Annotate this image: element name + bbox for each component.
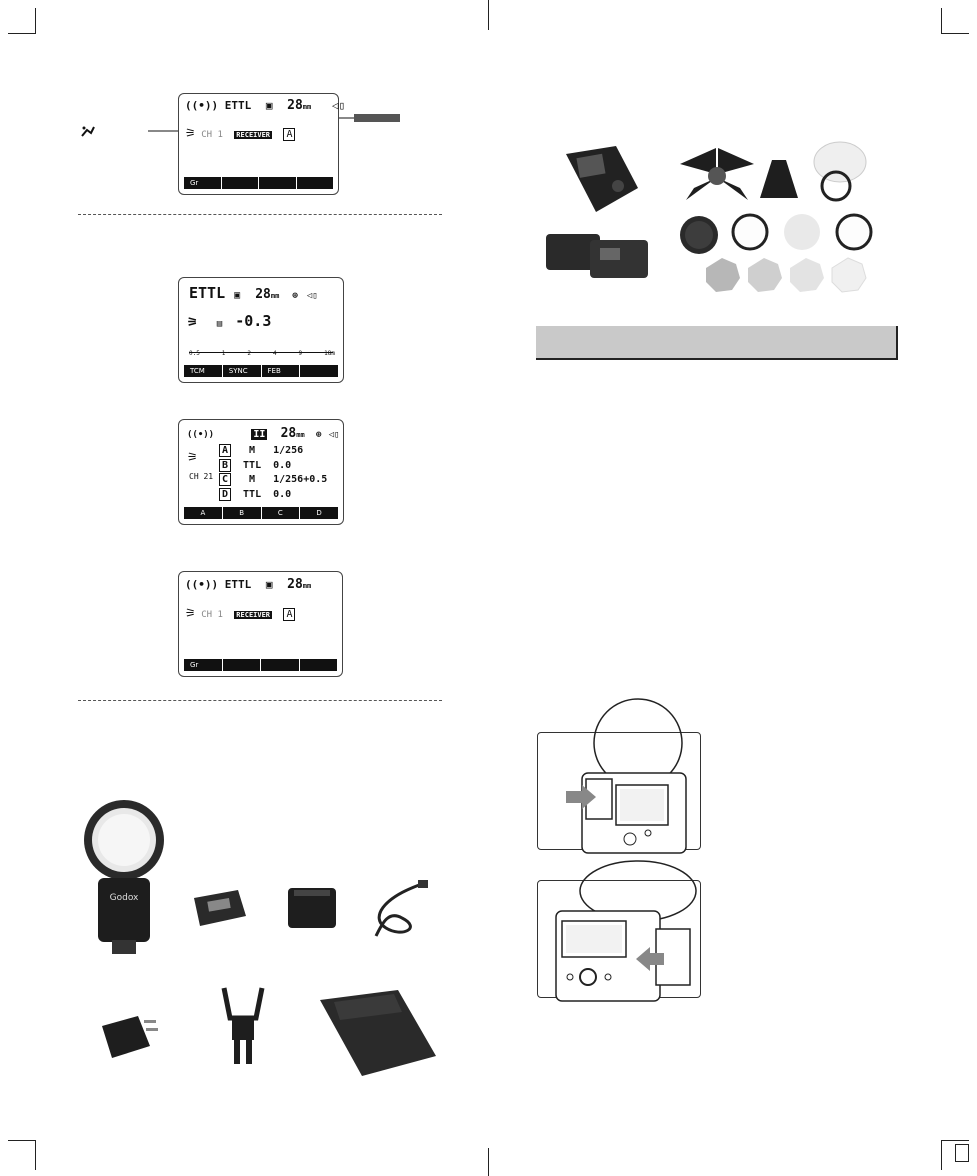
m-icon: ▣ — [265, 99, 273, 112]
group-mode: M — [249, 445, 256, 456]
receiver-units-image — [544, 226, 656, 288]
scale-tick: 9 — [298, 350, 303, 357]
section-divider — [78, 700, 442, 701]
color-gel-image — [702, 256, 742, 294]
crop-mark — [941, 1140, 969, 1141]
group-row — [219, 473, 327, 488]
lcd-tab: Gr — [184, 177, 222, 189]
charger-image — [284, 882, 340, 932]
crop-mark — [941, 8, 942, 34]
slave-icon: ⚞ — [187, 315, 198, 329]
m-icon: ▣ — [234, 290, 241, 301]
lcd-tab — [261, 659, 300, 671]
wireless-icon: ((•)) — [185, 99, 219, 112]
lcd-screen-receiver-1 — [178, 93, 346, 195]
flash-mode: II — [253, 429, 266, 440]
crop-mark — [35, 1140, 36, 1170]
group-row — [219, 488, 327, 503]
lcd-tab: Gr — [184, 659, 223, 671]
zoom-unit: mm — [270, 292, 280, 300]
flash-mode: ETTL — [224, 578, 252, 591]
crop-mark — [8, 1140, 36, 1141]
scale-tick: 1 — [221, 350, 226, 357]
lcd-screen-receiver-2 — [178, 571, 343, 677]
zoom-unit: mm — [302, 582, 312, 590]
group-value: 1/256 — [273, 445, 304, 456]
crop-mark — [941, 33, 969, 34]
group-id: D — [219, 488, 231, 501]
receiver-badge: RECEIVER — [236, 131, 271, 139]
color-gel-image — [828, 256, 868, 294]
power-adapter-image — [94, 1002, 164, 1066]
honeycomb-grid-image — [678, 214, 720, 256]
snoot-image — [758, 156, 800, 202]
lcd-screen-ettl — [178, 277, 344, 383]
crop-mark — [35, 8, 36, 34]
sound-icon: ◁▯ — [331, 99, 346, 112]
channel-label: CH 21 — [189, 472, 214, 481]
zoom-value: 28 — [280, 426, 297, 441]
channel-label: CH 1 — [201, 610, 223, 620]
crop-mark — [8, 33, 36, 34]
wireless-icon: ((•)) — [185, 578, 219, 591]
lcd-function-tabs — [184, 177, 333, 189]
flash-unit-image — [82, 800, 166, 956]
lcd-tab: FEB — [262, 365, 301, 377]
crop-mark — [941, 1140, 942, 1170]
slave-group-icon: ⚞ — [185, 126, 196, 140]
lcd-tab: B — [223, 507, 262, 519]
flash-mode: ETTL — [189, 284, 226, 302]
zoom-value: 28 — [287, 98, 303, 113]
lcd-tab: D — [316, 509, 322, 517]
group-id: B — [219, 459, 231, 472]
brand-label: Godox — [109, 893, 139, 903]
group-value: 0.0 — [273, 459, 292, 471]
lcd-tab: TCM — [184, 365, 223, 377]
lcd-tab — [297, 177, 334, 189]
slave-icon — [80, 124, 96, 142]
color-gel-image — [744, 256, 784, 294]
speed-icon: ⊕ — [292, 291, 298, 301]
battery-image — [188, 886, 250, 930]
group-mode: M — [249, 474, 256, 485]
speed-icon: ⊕ — [315, 430, 322, 440]
scale-tick: 18m — [324, 350, 335, 357]
fec-icon: ▤ — [216, 319, 223, 329]
scale-tick: 4 — [272, 350, 277, 357]
group-row — [219, 444, 327, 459]
color-gel-image — [786, 256, 826, 294]
crop-mark — [488, 0, 489, 30]
scale-tick: 2 — [247, 350, 251, 357]
lcd-tab — [222, 177, 260, 189]
page-number-box — [955, 1144, 969, 1162]
group-id: A — [219, 444, 231, 457]
receiver-badge: RECEIVER — [236, 611, 271, 619]
transmitter-image — [560, 142, 644, 226]
crop-mark — [488, 1148, 489, 1176]
slave-group-icon: ⚞ — [185, 606, 196, 620]
dome-diffuser-image — [810, 140, 868, 204]
carry-pouch-image — [310, 986, 440, 1080]
mini-stand-image — [216, 988, 270, 1068]
zoom-value: 28 — [287, 577, 303, 592]
wireless-icon: ((•)) — [187, 430, 215, 440]
battery-install-figure-1 — [537, 732, 701, 850]
zoom-value: 28 — [255, 287, 271, 302]
group-mode: TTL — [243, 488, 262, 500]
section-divider — [78, 214, 442, 215]
color-filter-ring-image — [730, 212, 770, 252]
group-value: 0.0 — [273, 488, 292, 500]
color-filter-ring-image — [834, 212, 874, 252]
lcd-screen-multi — [178, 419, 344, 525]
group-badge: A — [283, 608, 295, 621]
lcd-tab — [259, 177, 297, 189]
m-icon: ▣ — [265, 578, 273, 591]
sound-icon: ◁▯ — [328, 430, 340, 440]
sound-icon: ◁▯ — [306, 291, 318, 301]
lcd-function-tabs — [184, 507, 338, 519]
group-value: 1/256+0.5 — [273, 474, 328, 485]
lcd-function-tabs — [184, 365, 338, 377]
flash-mode: ETTL — [224, 99, 252, 112]
diffuser-disc-image — [782, 212, 822, 252]
lcd-tab — [223, 659, 262, 671]
lcd-tab — [300, 659, 338, 671]
barn-doors-image — [676, 144, 758, 206]
fec-value: -0.3 — [235, 312, 272, 330]
zoom-unit: mm — [302, 103, 312, 111]
scale-tick: 0.5 — [189, 350, 200, 357]
group-id: C — [219, 473, 231, 486]
section-header-bar — [536, 326, 898, 360]
usb-cable-image — [362, 878, 434, 942]
group-mode: TTL — [243, 459, 262, 471]
lcd-tab — [300, 365, 338, 377]
group-badge: A — [283, 128, 295, 141]
zoom-unit: mm — [296, 431, 305, 439]
lcd-tab: C — [262, 507, 301, 519]
lcd-tab: SYNC — [223, 365, 262, 377]
channel-label: CH 1 — [201, 130, 223, 140]
group-row — [219, 459, 327, 474]
lcd-function-tabs — [184, 659, 337, 671]
slave-icon: ⚞ — [187, 450, 198, 464]
lcd-tab: A — [184, 507, 223, 519]
battery-install-figure-2 — [537, 880, 701, 998]
